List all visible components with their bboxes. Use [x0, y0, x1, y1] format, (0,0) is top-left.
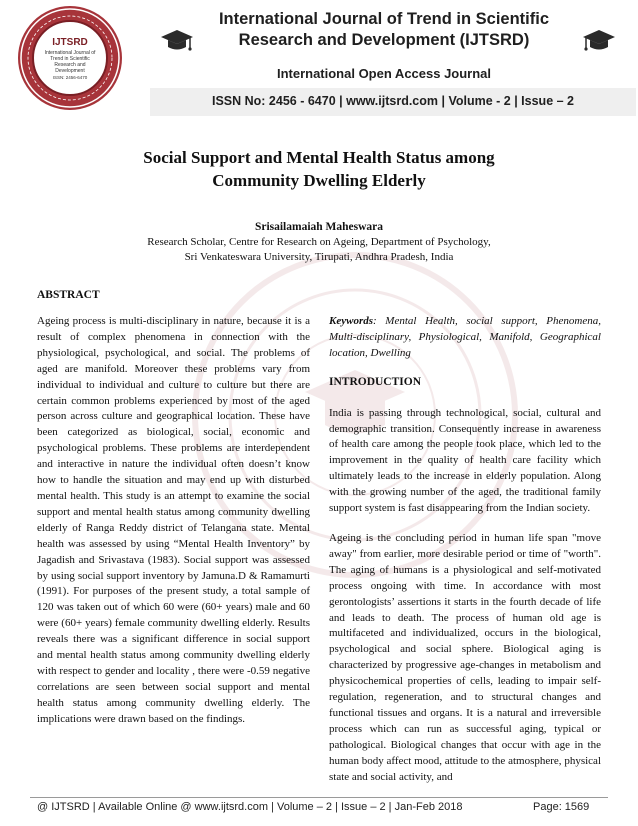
graduation-cap-right-icon [582, 28, 616, 54]
graduation-cap-left-icon [160, 28, 194, 54]
introduction-paragraph-1: India is passing through technological, social, cultural and demographic transition. Consequently increase in awareness of health care among the people took place, which led to the improvement in the quality of health care facility which ultimately leads to the increase in elderly population. Along with the growing number of the aged, the traditional family support system is fast disappearing from the Indian society. [329, 406, 601, 515]
journal-title-line-1: International Journal of Trend in Scientific [218, 10, 550, 28]
affiliation-line-1: Research Scholar, Centre for Research on Ageing, Department of Psychology, [147, 236, 491, 248]
author-affiliation [60, 235, 578, 265]
paper-title-line-2: Community Dwelling Elderly [212, 171, 426, 190]
seal-abbreviation: IJTSRD [52, 37, 88, 48]
introduction-heading: INTRODUCTION [329, 375, 422, 388]
keywords-paragraph [329, 314, 601, 362]
issn-line: ISSN No: 2456 - 6470 | www.ijtsrd.com | Volume - 2 | Issue – 2 [211, 94, 574, 108]
introduction-paragraph-2: Ageing is the concluding period in human life span "move away" from earlier, more desirable period or time of "worth". The aging of humans is a physiological and self-motivated process ongoing with time. In accordance with most gerontologists’ assertions it starts in the fourth decade of life and leads to death. The process of human old age is multifaceted and individualized, occurs in the biological, psychological and social sphere. Biological aging is characterized by progressive age-changes in metabolism and physicochemical properties of cells, leading to impair self-regulation, regeneration, and to structural changes and functional tissues and organs. It is a natural and irreversible process which can run as successful aging, typical or pathological. Biological changes that occur with age in the human body affect mood, attitude to the atmosphere, physical state and social activity, and [329, 531, 601, 783]
abstract-heading: ABSTRACT [37, 289, 100, 301]
keywords-text: : Mental Health, social support, Phenomena, Multi-disciplinary, Physiological, Manifold, Geographical location, Dwelling [329, 315, 601, 359]
abstract-column [37, 314, 310, 728]
affiliation-line-2: Sri Venkateswara University, Tirupati, Andhra Pradesh, India [184, 251, 454, 263]
journal-title-line-2: Research and Development (IJTSRD) [238, 31, 530, 49]
journal-seal-logo [18, 6, 122, 110]
author-name: Srisailamaiah Maheswara [254, 221, 384, 233]
journal-subtitle: International Open Access Journal [276, 66, 492, 81]
paper-title [60, 146, 578, 192]
seal-journal-name: International Journal of Trend in Scientific Research and Development [44, 50, 96, 74]
keywords-label: Keywords [329, 315, 373, 327]
footer-page-number: Page: 1569 [533, 801, 590, 813]
right-column [329, 314, 601, 785]
footer-citation: @ IJTSRD | Available Online @ www.ijtsrd.com | Volume – 2 | Issue – 2 | Jan-Feb 2018 [37, 801, 463, 813]
paper-title-line-1: Social Support and Mental Health Status among [143, 148, 495, 167]
abstract-text: Ageing process is multi-disciplinary in nature, because it is a result of complex phenomena in connection with the physiological, psychological, and social. The problems of aged are manifold. Moreover these problems vary from individual to individual and culture to culture but there are certain common problems experienced by most of the aged person across culture and geographical location. These have been categorized as biological, social, economic and psychological problems. These problems are interdependent and interactive in nature the individual often doesn’t know how to handle the situation and may end up with disturbed mental health. This study is an attempt to examine the social support and mental health status among community dwelling elderly of Ranga Reddy district of Telangana state. Mental health was assessed by using “Mental Health Inventory” by Jagadish and Srivastava (1983). Social support was assessed by using social support inventory by Jamuna.D & Ramamurti (1991). For purposes of the present study, a total sample of 120 was taken out of which 60 were (60+ years) male and 60 were (60+ years) female community dwelling elderly. Results reveals there was a significant difference in social support and mental health status among community dwelling elderly with respect to gender and locality , there were -0.59 negative correlations are seen between social support and mental health status among community dwelling elderly. The implications were drawn based on the findings. [37, 315, 310, 725]
footer-divider [30, 797, 608, 798]
seal-issn: ISSN: 2456-6470 [52, 75, 88, 80]
journal-title [190, 9, 578, 51]
